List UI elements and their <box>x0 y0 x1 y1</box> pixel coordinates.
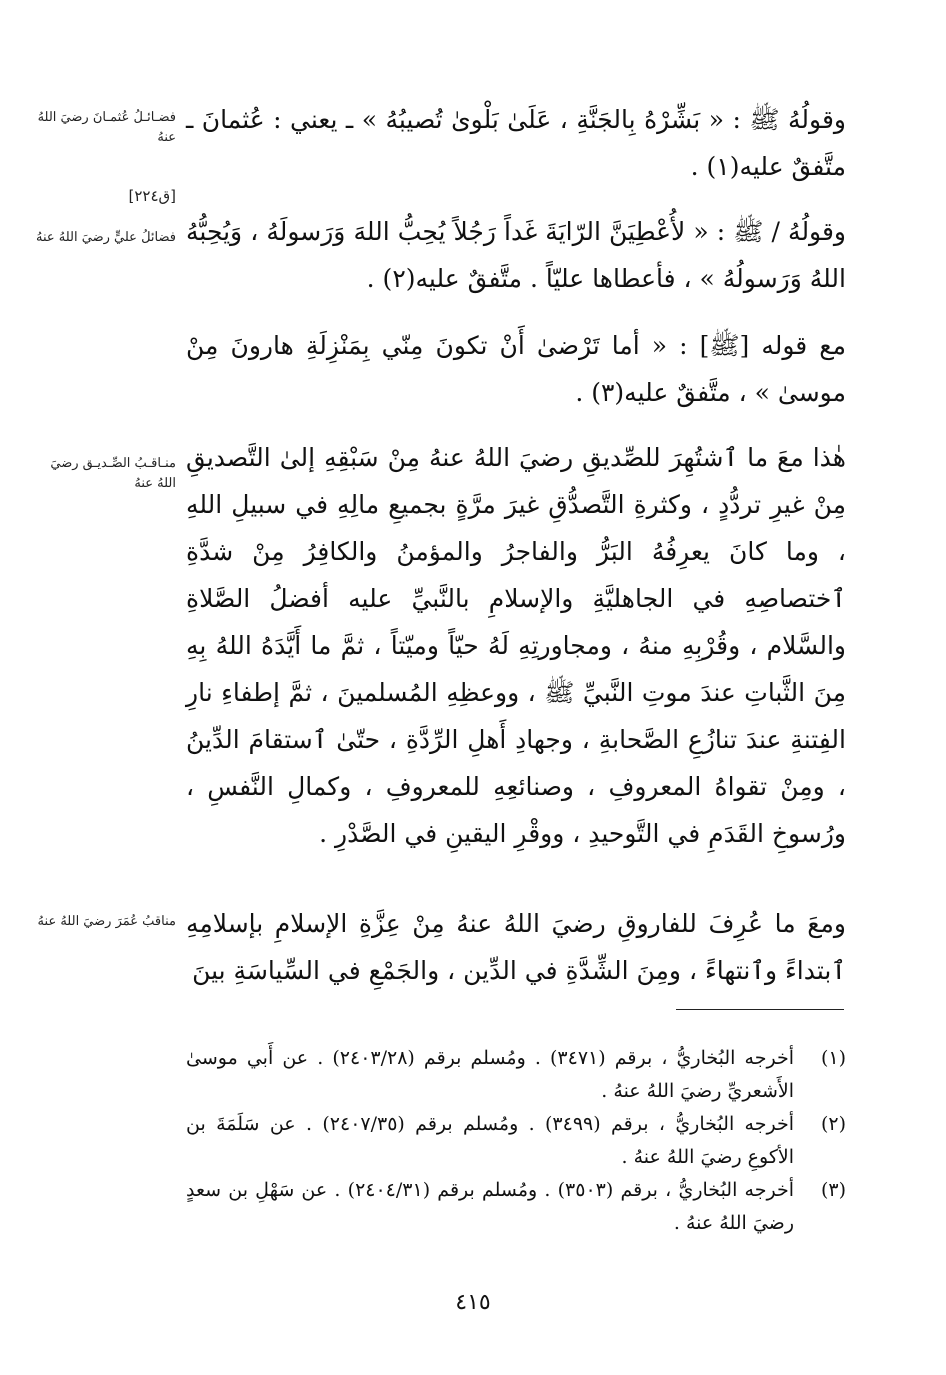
paragraph-text: ومعَ ما عُرِفَ للفاروقِ رضيَ اللهُ عنهُ مِنْ عِزَّةِ الإسلامِ بإسلامِهِ ٱبتداءً وٱنتهاءً ، ومِنَ الشِّدَّةِ في الدِّين ، والجَمْعِ في السِّياسَةِ بينَ <box>186 909 846 985</box>
footnote-2 <box>186 1108 846 1174</box>
footnote-number: (١) <box>820 1047 846 1069</box>
paragraph-text: هٰذا معَ ما ٱشتُهِرَ للصِّديقِ رضيَ اللهُ عنهُ مِنْ سَبْقِهِ إلىٰ التَّصديقِ مِنْ غيرِ تردُّدٍ ، وكثرةِ التَّصدُّقِ غيرَ مرَّةٍ بجميعِ مالِهِ في سبيلِ اللهِ ، وما كانَ يعرِفُهُ البَرُّ والفاجرُ والمؤمنُ والكافِرُ مِنْ شدَّةِ ٱختصاصِهِ في الجاهليَّةِ والإسلامِ بالنَّبيِّ عليه أفضلُ الصَّلاةِ والسَّلام ، وقُرْبِهِ منهُ ، ومجاورتِهِ لَهُ حيّاً وميّتاً ، ثمَّ ما أَيَّدَهُ اللهُ بِهِ مِنَ الثَّباتِ عندَ موتِ النَّبيِّ ﷺ ، ووعظِهِ المُسلمينَ ، ثمَّ إطفاءِ نارِ الفِتنةِ عندَ تنازُعِ الصَّحابةِ ، وجهادِ أَهلِ الرِّدَّةِ ، حتّىٰ ٱستقامَ الدِّينُ ، ومِنْ تقواهُ المعروفِ ، وصنائعِهِ للمعروفِ ، وكمالِ النَّفسِ ، ورُسوخِ القَدَمِ في التَّوحيدِ ، ووقْرِ اليقينِ في الصَّدْرِ . <box>186 443 846 848</box>
paragraph-text: وقولُهُ ﷺ : « بَشِّرْهُ بِالجَنَّةِ ، عَلَىٰ بَلْوىٰ تُصيبُهُ » ـ يعني : عُثمانَ ـ متَّفقٌ عليه(١) . <box>186 105 846 181</box>
paragraph-siddiq <box>186 434 846 857</box>
sidenote-siddiq: منـاقـبُ الصِّـديـق رضيَ اللهُ عنهُ <box>50 456 176 491</box>
footnote-text: أخرجه البُخاريُّ ، برقم (٣٤٩٩) . ومُسلم برقم (٢٤٠٧/٣٥) . عن سَلَمَةَ بن الأكوعِ رضيَ اللهُ عنهُ . <box>186 1113 795 1168</box>
paragraph-uthman <box>186 96 846 190</box>
footnote-text: أخرجه البُخاريُّ ، برقم (٣٥٠٣) . ومُسلم برقم (٢٤٠٤/٣١) . عن سَهْلِ بن سعدٍ رضيَ اللهُ عنهُ . <box>186 1179 794 1234</box>
paragraph-text: مع قوله [ﷺ] : « أما تَرْضىٰ أَنْ تكونَ مِنّي بِمَنْزِلَةِ هارونَ مِنْ موسىٰ » ، متَّفقٌ عليه(٣) . <box>186 331 846 407</box>
page-reference: [ق٢٢٤] <box>128 187 176 205</box>
paragraph-umar <box>186 900 846 994</box>
paragraph-text: وقولُهُ / ﷺ : « لأُعْطِيَنَّ الرّايَةَ غَداً رَجُلاً يُحِبُّ اللهَ وَرَسولَهُ ، وَيُحِبُّهُ اللهُ وَرَسولُهُ » ، فأعطاها عليّاً . متَّفقٌ عليه(٢) . <box>186 217 846 293</box>
footnote-text: أخرجه البُخاريُّ ، برقم (٣٤٧١) . ومُسلم برقم (٢٤٠٣/٢٨) . عن أَبي موسىٰ الأَشعريِّ رضيَ اللهُ عنهُ . <box>186 1047 794 1102</box>
footnote-3 <box>186 1174 846 1240</box>
paragraph-harun <box>186 322 846 416</box>
sidenote-ali: فضائلُ عليٍّ رضيَ اللهُ عنهُ <box>36 230 176 245</box>
sidenote-umar: مناقبُ عُمَرَ رضيَ اللهُ عنهُ <box>37 914 176 929</box>
footnote-number: (٢) <box>820 1113 846 1135</box>
sidenote-uthman: فضـائـلُ عُثمـانَ رضيَ اللهُ عنهُ <box>37 110 176 145</box>
footnote-separator <box>676 1009 844 1010</box>
paragraph-ali <box>186 208 846 302</box>
footnote-1 <box>186 1042 846 1108</box>
footnotes <box>186 1042 846 1240</box>
page-number: ٤١٥ <box>455 1290 491 1315</box>
footnote-number: (٣) <box>820 1179 846 1201</box>
